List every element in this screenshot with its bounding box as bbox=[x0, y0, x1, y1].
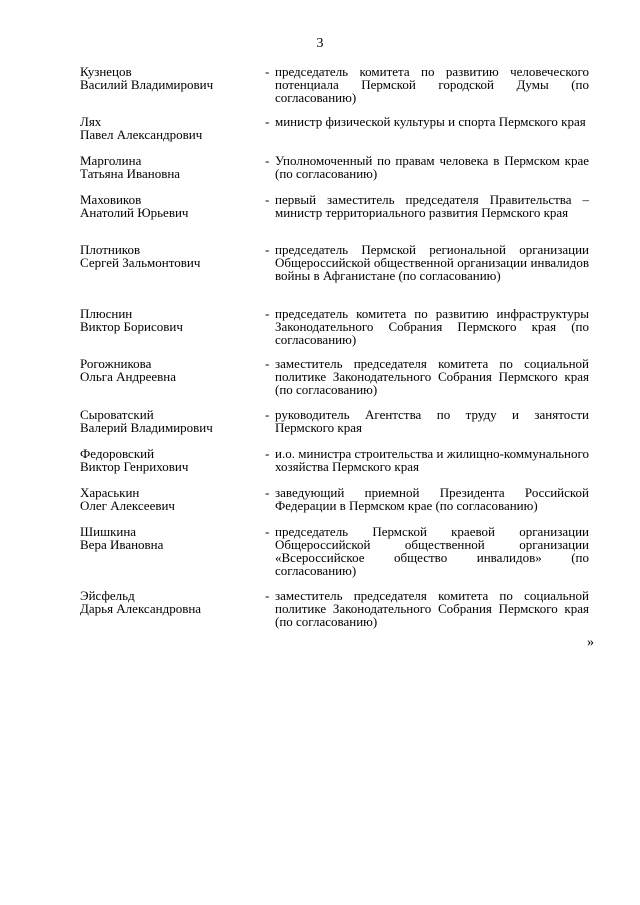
member-surname: Плюснин bbox=[80, 306, 133, 321]
member-given-name: Татьяна Ивановна bbox=[80, 166, 181, 181]
member-given-name: Дарья Александровна bbox=[80, 601, 202, 616]
member-given-name: Вера Ивановна bbox=[80, 537, 164, 552]
dash-separator: - bbox=[265, 242, 270, 257]
list-item bbox=[80, 307, 590, 357]
dash-separator: - bbox=[265, 407, 270, 422]
list-item bbox=[80, 357, 590, 408]
member-surname: Шишкина bbox=[80, 524, 137, 539]
member-surname: Федоровский bbox=[80, 446, 155, 461]
member-name bbox=[80, 408, 265, 434]
member-role: и.о. министра строительства и жилищно-коммунального хозяйства Пермского края bbox=[275, 446, 589, 474]
member-name bbox=[80, 525, 265, 551]
list-item bbox=[80, 115, 590, 154]
list-item bbox=[80, 486, 590, 525]
member-given-name: Василий Владимирович bbox=[80, 77, 214, 92]
member-given-name: Ольга Андреевна bbox=[80, 369, 177, 384]
dash-separator: - bbox=[265, 114, 270, 129]
member-name bbox=[80, 589, 265, 615]
member-surname: Лях bbox=[80, 114, 102, 129]
member-surname: Сыроватский bbox=[80, 407, 154, 422]
member-surname: Кузнецов bbox=[80, 64, 132, 79]
list-item bbox=[80, 589, 590, 639]
dash-separator: - bbox=[265, 64, 270, 79]
member-name bbox=[80, 243, 265, 269]
list-item bbox=[80, 447, 590, 486]
member-name bbox=[80, 447, 265, 473]
member-name bbox=[80, 486, 265, 512]
dash-separator: - bbox=[265, 588, 270, 603]
member-given-name: Олег Алексеевич bbox=[80, 498, 175, 513]
dash-separator: - bbox=[265, 192, 270, 207]
member-given-name: Валерий Владимирович bbox=[80, 420, 213, 435]
member-name bbox=[80, 65, 265, 91]
dash-separator: - bbox=[265, 306, 270, 321]
member-role: председатель комитета по развитию человеческого потенциала Пермской городской Думы (по согласованию) bbox=[275, 64, 589, 105]
member-role: председатель Пермской краевой организации Общероссийской общественной организации «Всероссийское общество инвалидов» (по согласованию) bbox=[275, 524, 589, 578]
member-name bbox=[80, 115, 265, 141]
member-name bbox=[80, 193, 265, 219]
member-name bbox=[80, 307, 265, 333]
member-name bbox=[80, 154, 265, 180]
member-list bbox=[80, 65, 590, 639]
member-role: первый заместитель председателя Правительства – министр территориального развития Пермского края bbox=[275, 192, 589, 220]
member-surname: Маховиков bbox=[80, 192, 142, 207]
member-role: председатель комитета по развитию инфраструктуры Законодательного Собрания Пермского края (по согласованию) bbox=[275, 306, 589, 347]
member-given-name: Виктор Генрихович bbox=[80, 459, 189, 474]
member-given-name: Анатолий Юрьевич bbox=[80, 205, 189, 220]
member-name bbox=[80, 357, 265, 383]
member-role: Уполномоченный по правам человека в Пермском крае (по согласованию) bbox=[275, 153, 589, 181]
member-given-name: Сергей Зальмонтович bbox=[80, 255, 201, 270]
list-item bbox=[80, 525, 590, 589]
list-item bbox=[80, 154, 590, 193]
dash-separator: - bbox=[265, 356, 270, 371]
member-role: председатель Пермской региональной организации Общероссийской общественной организации инвалидов войны в Афганистане (по согласованию) bbox=[275, 242, 589, 283]
list-item bbox=[80, 193, 590, 243]
list-item bbox=[80, 243, 590, 307]
dash-separator: - bbox=[265, 485, 270, 500]
list-item bbox=[80, 65, 590, 115]
dash-separator: - bbox=[265, 153, 270, 168]
member-surname: Плотников bbox=[80, 242, 141, 257]
member-role: заместитель председателя комитета по социальной политике Законодательного Собрания Пермского края (по согласованию) bbox=[275, 588, 589, 629]
member-surname: Эйсфельд bbox=[80, 588, 135, 603]
list-item bbox=[80, 408, 590, 447]
dash-separator: - bbox=[265, 446, 270, 461]
member-surname: Хараськин bbox=[80, 485, 140, 500]
member-surname: Рогожникова bbox=[80, 356, 152, 371]
member-given-name: Павел Александрович bbox=[80, 127, 203, 142]
member-role: заместитель председателя комитета по социальной политике Законодательного Собрания Пермского края (по согласованию) bbox=[275, 356, 589, 397]
member-role: заведующий приемной Президента Российской Федерации в Пермском крае (по согласованию) bbox=[275, 485, 589, 513]
closing-quote-mark: » bbox=[587, 635, 594, 650]
member-surname: Марголина bbox=[80, 153, 142, 168]
member-given-name: Виктор Борисович bbox=[80, 319, 183, 334]
member-role: министр физической культуры и спорта Пермского края bbox=[275, 114, 586, 129]
page-number: 3 bbox=[316, 36, 324, 51]
member-role: руководитель Агентства по труду и занятости Пермского края bbox=[275, 407, 589, 435]
dash-separator: - bbox=[265, 524, 270, 539]
